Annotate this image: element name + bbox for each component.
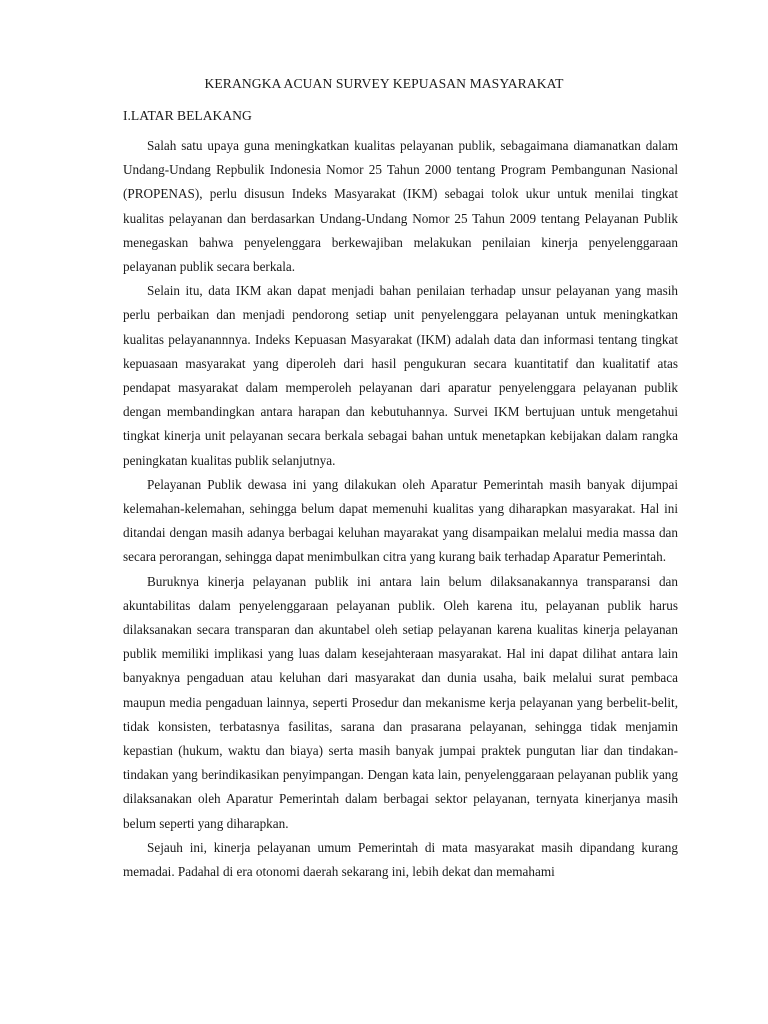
paragraph: Buruknya kinerja pelayanan publik ini antara lain belum dilaksanakannya transparansi dan akuntabilitas dalam penyelenggaraan pelayanan publik. Oleh karena itu, pelayanan publik harus dilaksanakan secara transparan dan akuntabel oleh setiap pelayanan karena kualitas kinerja pelayanan publik memiliki implikasi yang luas dalam kesejahteraan masyarakat. Hal ini dapat dilihat antara lain banyaknya pengaduan atau keluhan dari masyarakat dan dunia usaha, baik melalui surat pembaca maupun media pengaduan lainnya, seperti Prosedur dan mekanisme kerja pelayanan yang berbelit-belit, tidak konsisten, terbatasnya fasilitas, sarana dan prasarana pelayanan, sehingga tidak menjamin kepastian (hukum, waktu dan biaya) serta masih banyak jumpai praktek pungutan liar dan tindakan-tindakan yang berindikasikan penyimpangan. Dengan kata lain, penyelenggaraan pelayanan publik yang dilaksanakan oleh Aparatur Pemerintah dalam berbagai sektor pelayanan, ternyata kinerjanya masih belum seperti yang diharapkan. [123, 573, 678, 831]
paragraph: Pelayanan Publik dewasa ini yang dilakukan oleh Aparatur Pemerintah masih banyak dijumpai kelemahan-kelemahan, sehingga belum dapat memenuhi kualitas yang diharapkan masyarakat. Hal ini ditandai dengan masih adanya berbagai keluhan mayarakat yang disampaikan melalui media massa dan secara perorangan, sehingga dapat menimbulkan citra yang kurang baik terhadap Aparatur Pemerintah. [123, 476, 678, 565]
section-heading: I.LATAR BELAKANG [123, 108, 252, 123]
paragraph: Selain itu, data IKM akan dapat menjadi bahan penilaian terhadap unsur pelayanan yang masih perlu perbaikan dan menjadi pendorong setiap unit penyelenggara pelayanan untuk meningkatkan kualitas pelayanannnya. Indeks Kepuasan Masyarakat (IKM) adalah data dan informasi tentang tingkat kepuasaan masyarakat yang diperoleh dari hasil pengukuran secara kuantitatif dan kualitatif atas pendapat masyarakat dalam memperoleh pelayanan dari aparatur penyelenggara pelayanan publik dengan membandingkan antara harapan dan kebutuhannya. Survei IKM bertujuan untuk mengetahui tingkat kinerja unit pelayanan secara berkala sebagai bahan untuk menetapkan kebijakan dalam rangka peningkatan kualitas publik selanjutnya. [123, 283, 678, 468]
document-body [123, 134, 678, 884]
document-title: KERANGKA ACUAN SURVEY KEPUASAN MASYARAKAT [204, 76, 564, 91]
paragraph: Salah satu upaya guna meningkatkan kualitas pelayanan publik, sebagaimana diamanatkan dalam Undang-Undang Repbulik Indonesia Nomor 25 Tahun 2000 tentang Program Pembangunan Nasional (PROPENAS), perlu disusun Indeks Masyarakat (IKM) sebagai tolok ukur untuk menilai tingkat kualitas pelayanan dan berdasarkan Undang-Undang Nomor 25 Tahun 2009 tentang Pelayanan Publik menegaskan bahwa penyelenggara berkewajiban melakukan penilaian kinerja penyelenggaraan pelayanan publik secara berkala. [123, 138, 678, 275]
paragraph: Sejauh ini, kinerja pelayanan umum Pemerintah di mata masyarakat masih dipandang kurang memadai. Padahal di era otonomi daerah sekarang ini, lebih dekat dan memahami [123, 839, 678, 880]
